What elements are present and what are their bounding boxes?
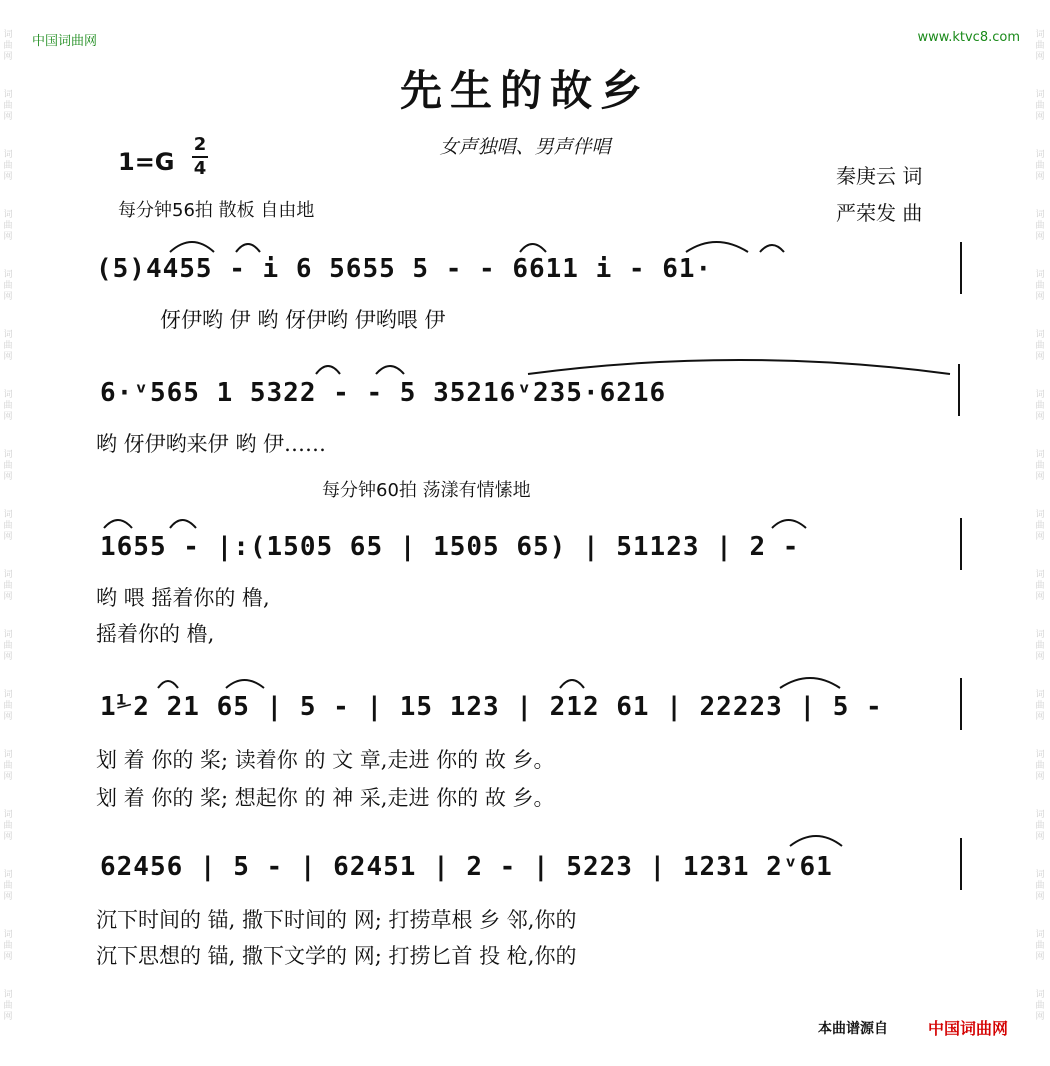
watermark-glyph: 网 [1035,592,1045,602]
watermark-glyph: 网 [1035,892,1045,902]
watermark-glyph: 网 [3,412,13,422]
watermark-glyph: 网 [3,952,13,962]
watermark-glyph: 词 [3,30,13,40]
watermark-glyph: 曲 [1035,41,1045,51]
watermark-glyph: 曲 [3,1001,13,1011]
score-row-4-notes: 1⅟2 21 65 | 5 - | 15 123 | 212 61 | 22223 | 5 - [100,692,883,722]
watermark-glyph: 词 [3,750,13,760]
watermark-glyph: 词 [3,210,13,220]
watermark-glyph: 网 [3,1012,13,1022]
watermark-glyph: 曲 [1035,101,1045,111]
site-name-left[interactable]: 中国词曲网 [32,34,98,49]
watermark-glyph: 曲 [3,701,13,711]
watermark-glyph: 词 [1035,930,1045,940]
watermark-glyph: 网 [3,352,13,362]
watermark-glyph: 网 [1035,772,1045,782]
watermark-glyph: 曲 [1035,161,1045,171]
watermark-glyph: 曲 [3,101,13,111]
score-row-4-lyrics-verse1: 划 着 你的 桨; 读着你 的 文 章,走进 你的 故 乡。 [96,748,555,772]
watermark-glyph: 网 [3,712,13,722]
slur-arc [226,680,264,688]
slur-arc [170,242,214,252]
composer-credit: 严荣发 曲 [836,201,923,225]
watermark-glyph: 词 [1035,870,1045,880]
watermark-glyph: 词 [1035,210,1045,220]
watermark-glyph: 词 [1035,810,1045,820]
watermark-glyph: 词 [1035,630,1045,640]
score-row-1-notes: (5)4455 - i 6 5655 5 - - 6611 i - 61· [96,254,713,284]
watermark-glyph: 网 [3,892,13,902]
watermark-glyph: 网 [3,112,13,122]
tempo-marking-intro: 每分钟56拍 散板 自由地 [118,200,315,221]
score-row-2-notes: 6·ᵛ565 1 5322 - - 5 35216ᵛ235·6216 [100,378,667,408]
watermark-glyph: 网 [1035,952,1045,962]
watermark-glyph: 曲 [3,461,13,471]
footer-site-link[interactable]: 中国词曲网 [928,1019,1009,1038]
slur-arc [528,360,950,374]
tempo-marking-main: 每分钟60拍 荡漾有情愫地 [322,480,531,501]
watermark-glyph: 网 [1035,172,1045,182]
watermark-glyph: 曲 [3,941,13,951]
watermark-glyph: 词 [3,990,13,1000]
watermark-glyph: 网 [3,292,13,302]
watermark-glyph: 网 [1035,412,1045,422]
slur-arc [780,678,840,688]
score-row-3-notes: 1655 - |:(1505 65 | 1505 65) | 51123 | 2 - [100,532,800,562]
watermark-glyph: 词 [3,390,13,400]
watermark-glyph: 网 [1035,1012,1045,1022]
watermark-glyph: 曲 [3,281,13,291]
watermark-glyph: 词 [1035,30,1045,40]
watermark-glyph: 网 [1035,292,1045,302]
watermark-glyph: 词 [1035,510,1045,520]
footer-source-label: 本曲谱源自 [818,1021,888,1037]
watermark-glyph: 曲 [3,161,13,171]
watermark-glyph: 曲 [1035,1001,1045,1011]
watermark-glyph: 词 [1035,90,1045,100]
slur-arc [520,244,546,252]
watermark-glyph: 词 [3,630,13,640]
watermark-glyph: 曲 [3,881,13,891]
watermark-glyph: 网 [1035,712,1045,722]
lyricist-credit: 秦庚云 词 [836,164,923,188]
watermark-glyph: 曲 [1035,521,1045,531]
watermark-glyph: 词 [1035,150,1045,160]
watermark-glyph: 曲 [1035,461,1045,471]
time-signature-top: 2 [193,134,207,155]
watermark-glyph: 曲 [1035,401,1045,411]
watermark-glyph: 曲 [3,641,13,651]
watermark-glyph: 网 [1035,112,1045,122]
watermark-glyph: 词 [1035,750,1045,760]
watermark-glyph: 曲 [3,221,13,231]
watermark-glyph: 网 [1035,232,1045,242]
slur-arc [170,520,196,528]
song-title: 先生的故乡 [399,66,650,115]
song-subtitle: 女声独唱、男声伴唱 [439,136,611,158]
watermark-glyph: 网 [1035,832,1045,842]
site-url-right[interactable]: www.ktvc8.com [917,30,1020,45]
slur-arc [376,366,404,374]
score-row-3-lyrics-verse2: 摇着你的 橹, [96,622,215,646]
watermark-glyph: 网 [3,172,13,182]
watermark-glyph: 词 [3,570,13,580]
score-row-3-lyrics-verse1: 哟 喂 摇着你的 橹, [96,586,270,610]
watermark-glyph: 词 [1035,690,1045,700]
watermark-glyph: 曲 [3,521,13,531]
watermark-glyph: 词 [3,270,13,280]
slur-arc [316,366,340,374]
watermark-glyph: 词 [1035,570,1045,580]
watermark-glyph: 曲 [3,341,13,351]
watermark-glyph: 网 [1035,652,1045,662]
watermark-glyph: 曲 [1035,581,1045,591]
watermark-glyph: 词 [3,810,13,820]
watermark-glyph: 曲 [1035,761,1045,771]
watermark-glyph: 词 [3,450,13,460]
watermark-glyph: 网 [3,652,13,662]
time-signature-bottom: 4 [193,158,207,179]
watermark-glyph: 曲 [3,41,13,51]
watermark-glyph: 网 [1035,52,1045,62]
watermark-glyph: 曲 [1035,641,1045,651]
watermark-glyph: 曲 [3,401,13,411]
watermark-glyph: 词 [1035,390,1045,400]
watermark-glyph: 词 [3,510,13,520]
watermark-glyph: 曲 [3,821,13,831]
watermark-glyph: 词 [3,150,13,160]
watermark-glyph: 曲 [1035,941,1045,951]
watermark-glyph: 曲 [1035,221,1045,231]
watermark-glyph: 曲 [1035,701,1045,711]
watermark-glyph: 网 [3,52,13,62]
watermark-glyph: 曲 [3,581,13,591]
slur-arc [760,245,784,252]
slur-arc [772,520,806,528]
watermark-glyph: 词 [3,90,13,100]
slur-arc [560,680,584,688]
watermark-glyph: 网 [1035,352,1045,362]
key-signature: 1=G [118,148,175,176]
score-row-5-lyrics-verse1: 沉下时间的 锚, 撒下时间的 网; 打捞草根 乡 邻,你的 [96,908,577,932]
watermark-glyph: 网 [3,232,13,242]
slur-arc [104,520,132,528]
watermark-glyph: 词 [3,330,13,340]
slur-arc [158,681,178,688]
watermark-glyph: 词 [3,870,13,880]
watermark-glyph: 词 [1035,270,1045,280]
score-row-2-lyrics: 哟 伢伊哟来伊 哟 伊…… [96,432,327,456]
score-row-4-lyrics-verse2: 划 着 你的 桨; 想起你 的 神 采,走进 你的 故 乡。 [96,786,555,810]
watermark-glyph: 网 [3,532,13,542]
watermark-glyph: 曲 [1035,281,1045,291]
watermark-glyph: 词 [1035,990,1045,1000]
watermark-glyph: 网 [3,832,13,842]
watermark-glyph: 网 [3,472,13,482]
watermark-glyph: 曲 [1035,821,1045,831]
watermark-glyph: 词 [1035,450,1045,460]
watermark-glyph: 网 [3,592,13,602]
slur-arc [790,836,842,846]
watermark-glyph: 词 [1035,330,1045,340]
watermark-glyph: 曲 [1035,881,1045,891]
watermark-glyph: 网 [1035,532,1045,542]
watermark-glyph: 网 [3,772,13,782]
score-row-5-lyrics-verse2: 沉下思想的 锚, 撒下文学的 网; 打捞匕首 投 枪,你的 [96,944,577,968]
watermark-glyph: 曲 [1035,341,1045,351]
watermark-glyph: 词 [3,930,13,940]
watermark-glyph: 曲 [3,761,13,771]
score-row-1-lyrics: 伢伊哟 伊 哟 伢伊哟 伊哟喂 伊 [160,308,446,332]
slur-arc [236,244,260,252]
watermark-glyph: 网 [1035,472,1045,482]
score-row-5-notes: 62456 | 5 - | 62451 | 2 - | 5223 | 1231 2ᵛ61 [100,852,833,882]
slur-arc [686,242,748,252]
watermark-glyph: 词 [3,690,13,700]
